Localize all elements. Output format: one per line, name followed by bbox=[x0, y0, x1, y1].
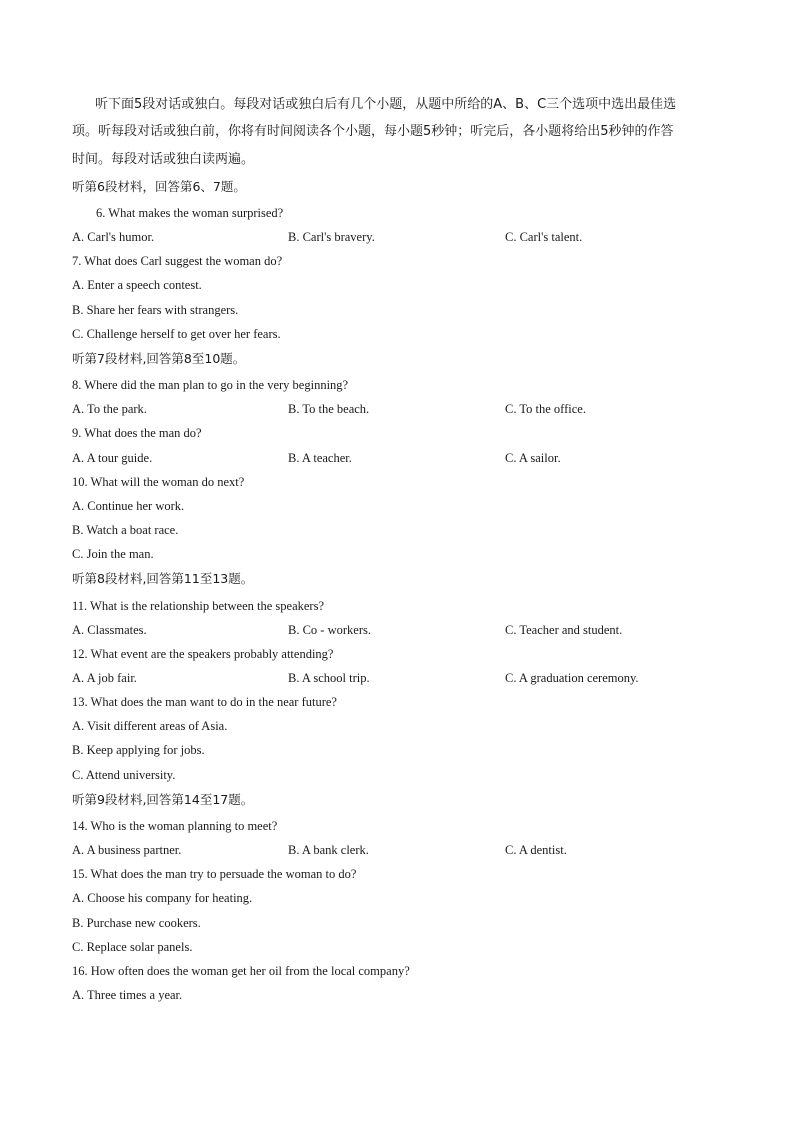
q14-option-c: C. A dentist. bbox=[505, 843, 567, 857]
q11-option-c: C. Teacher and student. bbox=[505, 623, 623, 637]
q7-option-a: A. Enter a speech contest. bbox=[72, 278, 202, 292]
question-13: 13. What does the man want to do in the near future? bbox=[72, 695, 337, 709]
q15-option-b: B. Purchase new cookers. bbox=[72, 916, 201, 930]
q7-option-b: B. Share her fears with strangers. bbox=[72, 303, 239, 317]
q15-option-c: C. Replace solar panels. bbox=[72, 940, 193, 954]
question-6: 6. What makes the woman surprised? bbox=[96, 206, 284, 220]
intro-line-1: 听下面5段对话或独白。每段对话或独白后有几个小题，从题中所给的A、B、C三个选项中选出最佳选 bbox=[95, 97, 677, 112]
q11-option-a: A. Classmates. bbox=[72, 623, 147, 637]
q10-option-a: A. Continue her work. bbox=[72, 499, 185, 513]
intro-line-3: 时间。每段对话或独白读两遍。 bbox=[72, 152, 255, 167]
q16-option-a: A. Three times a year. bbox=[72, 988, 183, 1002]
question-7: 7. What does Carl suggest the woman do? bbox=[72, 254, 283, 268]
q14-option-a: A. A business partner. bbox=[72, 843, 182, 857]
section-heading-6: 听第6段材料，回答第6、7题。 bbox=[72, 179, 246, 194]
q12-option-c: C. A graduation ceremony. bbox=[505, 671, 639, 685]
question-10: 10. What will the woman do next? bbox=[72, 475, 245, 489]
intro-line-2: 项。听每段对话或独白前，你将有时间阅读各个小题，每小题5秒钟；听完后，各小题将给出5秒钟的作答 bbox=[72, 124, 674, 139]
q13-option-b: B. Keep applying for jobs. bbox=[72, 743, 205, 757]
section-heading-8: 听第8段材料,回答第11至13题。 bbox=[72, 571, 254, 586]
question-16: 16. How often does the woman get her oil from the local company? bbox=[72, 964, 410, 978]
section-heading-7: 听第7段材料,回答第8至10题。 bbox=[72, 351, 246, 366]
q9-option-b: B. A teacher. bbox=[288, 451, 352, 465]
q6-option-a: A. Carl's humor. bbox=[72, 230, 155, 244]
question-14: 14. Who is the woman planning to meet? bbox=[72, 819, 278, 833]
q13-option-c: C. Attend university. bbox=[72, 768, 176, 782]
q8-option-b: B. To the beach. bbox=[288, 402, 370, 416]
q10-option-c: C. Join the man. bbox=[72, 547, 154, 561]
q12-option-a: A. A job fair. bbox=[72, 671, 137, 685]
q15-option-a: A. Choose his company for heating. bbox=[72, 891, 253, 905]
q8-option-c: C. To the office. bbox=[505, 402, 586, 416]
q9-option-a: A. A tour guide. bbox=[72, 451, 153, 465]
q6-option-c: C. Carl's talent. bbox=[505, 230, 583, 244]
q12-option-b: B. A school trip. bbox=[288, 671, 370, 685]
q6-option-b: B. Carl's bravery. bbox=[288, 230, 375, 244]
question-11: 11. What is the relationship between the speakers? bbox=[72, 599, 325, 613]
question-9: 9. What does the man do? bbox=[72, 426, 202, 440]
q14-option-b: B. A bank clerk. bbox=[288, 843, 369, 857]
section-heading-9: 听第9段材料,回答第14至17题。 bbox=[72, 792, 254, 807]
q10-option-b: B. Watch a boat race. bbox=[72, 523, 179, 537]
question-12: 12. What event are the speakers probably attending? bbox=[72, 647, 334, 661]
q7-option-c: C. Challenge herself to get over her fears. bbox=[72, 327, 281, 341]
question-15: 15. What does the man try to persuade the woman to do? bbox=[72, 867, 357, 881]
q13-option-a: A. Visit different areas of Asia. bbox=[72, 719, 228, 733]
q9-option-c: C. A sailor. bbox=[505, 451, 561, 465]
question-8: 8. Where did the man plan to go in the very beginning? bbox=[72, 378, 349, 392]
q8-option-a: A. To the park. bbox=[72, 402, 147, 416]
q11-option-b: B. Co - workers. bbox=[288, 623, 371, 637]
